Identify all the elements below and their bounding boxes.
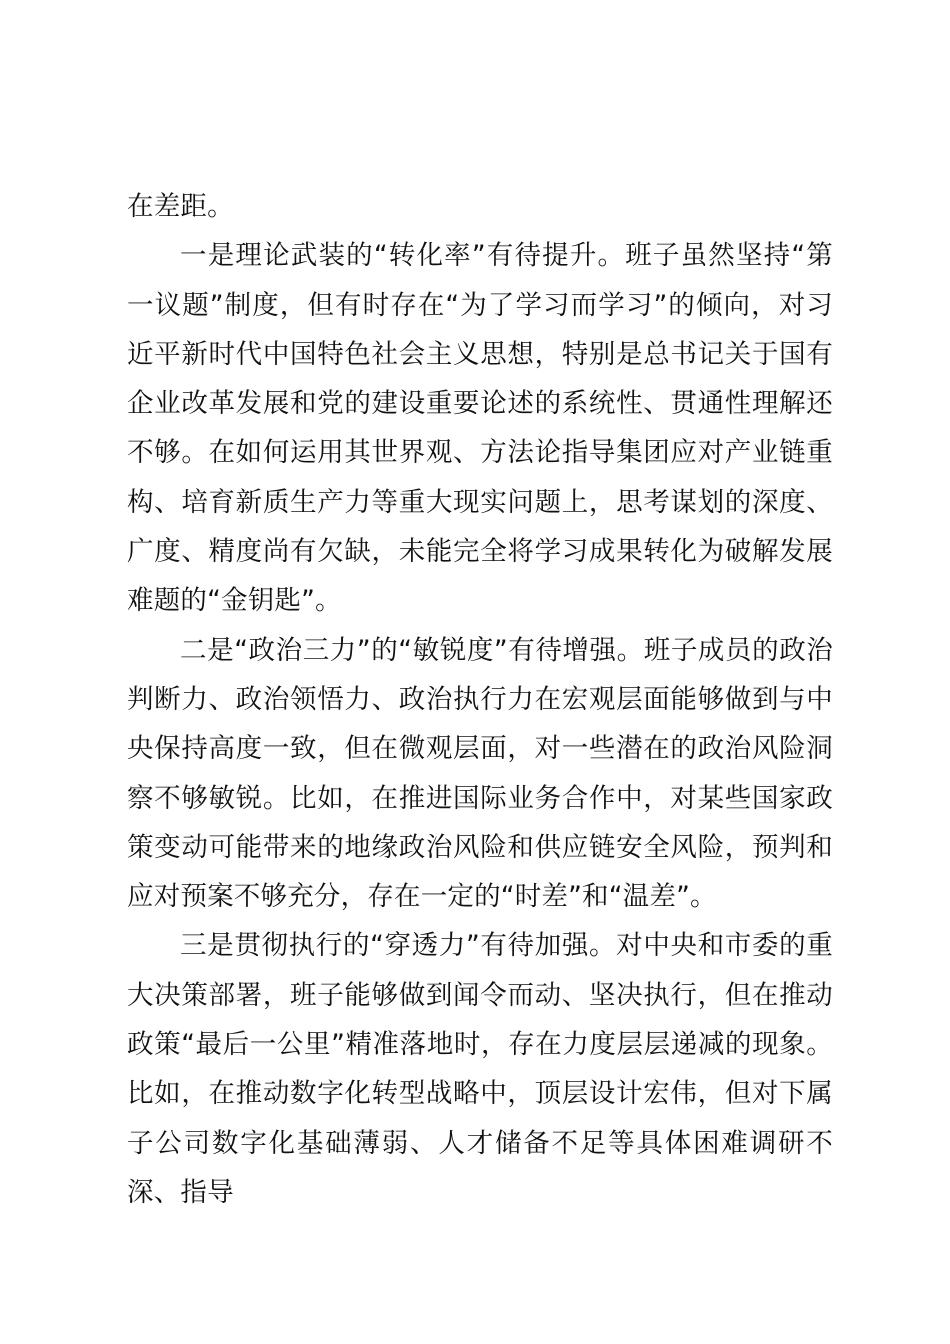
paragraph-point-1-theory: 一是理论武装的“转化率”有待提升。班子虽然坚持“第一议题”制度，但有时存在“为了学习而学习”的倾向，对习近平新时代中国特色社会主义思想，特别是总书记关于国有企业改革发展和党的建设重要论述的系统性、贯通性理解还不够。在如何运用其世界观、方法论指导集团应对产业链重构、培育新质生产力等重大现实问题上，思考谋划的深度、广度、精度尚有欠缺，未能完全将学习成果转化为破解发展难题的“金钥匙”。 <box>127 240 833 617</box>
document-page <box>127 182 833 1217</box>
paragraph-continuation: 在差距。 <box>127 191 234 222</box>
paragraph-point-2-political: 二是“政治三力”的“敏锐度”有待增强。班子成员的政治判断力、政治领悟力、政治执行力在宏观层面能够做到与中央保持高度一致，但在微观层面，对一些潜在的政治风险洞察不够敏锐。比如，在推进国际业务合作中，对某些国家政策变动可能带来的地缘政治风险和供应链安全风险，预判和应对预案不够充分，存在一定的“时差”和“温差”。 <box>127 634 833 913</box>
paragraph-point-3-execution: 三是贯彻执行的“穿透力”有待加强。对中央和市委的重大决策部署，班子能够做到闻令而动、坚决执行，但在推动政策“最后一公里”精准落地时，存在力度层层递减的现象。比如，在推动数字化转型战略中，顶层设计宏伟，但对下属子公司数字化基础薄弱、人才储备不足等具体困难调研不深、指导 <box>127 930 833 1208</box>
